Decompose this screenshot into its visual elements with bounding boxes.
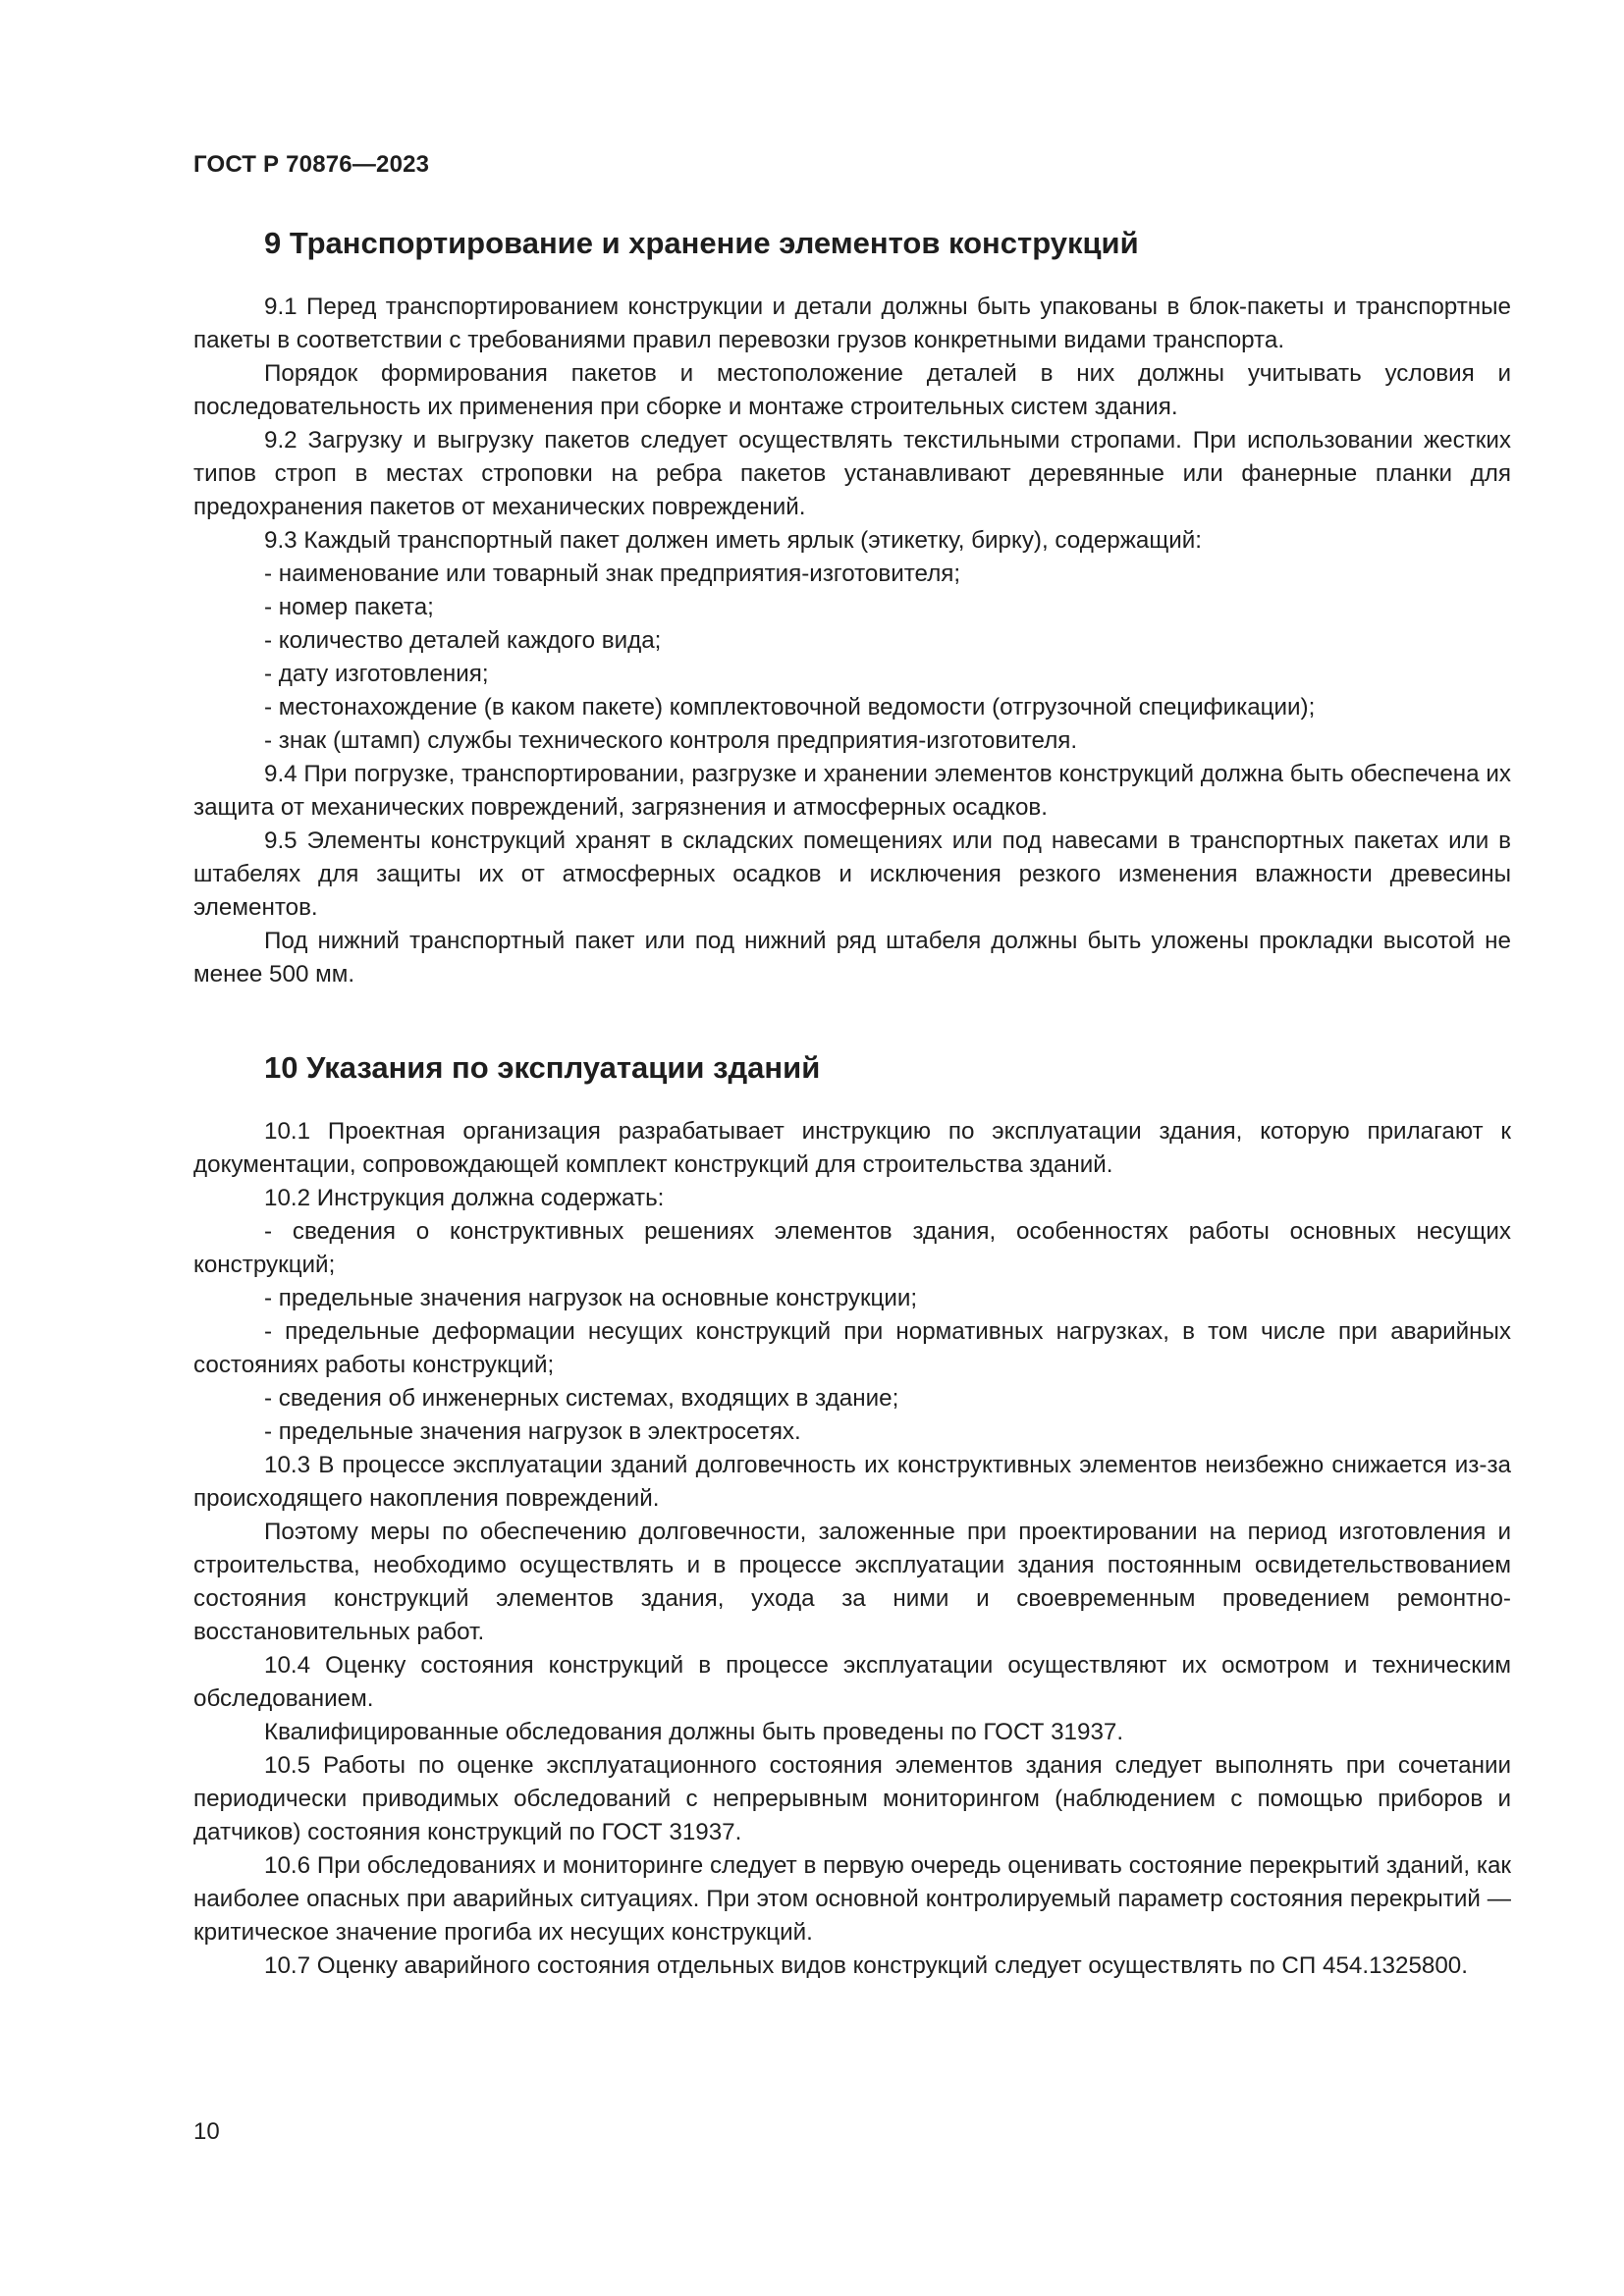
document-id-header: ГОСТ Р 70876—2023: [193, 151, 430, 178]
list-item: - количество деталей каждого вида;: [264, 627, 662, 654]
paragraph-10-7: 10.7 Оценку аварийного состояния отдельных видов конструкций следует осуществлять по СП 454.1325800.: [264, 1952, 1468, 1979]
paragraph-10-1: 10.1 Проектная организация разрабатывает инструкцию по эксплуатации здания, которую прилагают к документации, сопровождающей комплект конструкций для строительства зданий.: [193, 1118, 1511, 1178]
paragraph-9-3: 9.3 Каждый транспортный пакет должен иметь ярлык (этикетку, бирку), содержащий:: [264, 527, 1203, 554]
list-item: - предельные значения нагрузок в электросетях.: [264, 1418, 801, 1445]
paragraph-10-2: 10.2 Инструкция должна содержать:: [264, 1185, 665, 1211]
list-item: - предельные значения нагрузок на основные конструкции;: [264, 1285, 918, 1311]
page-number: 10: [193, 2118, 220, 2145]
list-item: - предельные деформации несущих конструкций при нормативных нагрузках, в том числе при аварийных состояниях работы конструкций;: [193, 1318, 1511, 1378]
paragraph-10-5: 10.5 Работы по оценке эксплуатационного состояния элементов здания следует выполнять при сочетании периодически приводимых обследований с непрерывным мониторингом (наблюдением с помощью приборов и датчиков) состояния конструкций по ГОСТ 31937.: [193, 1752, 1511, 1845]
section-9-title: 9 Транспортирование и хранение элементов конструкций: [264, 226, 1139, 260]
list-item: - знак (штамп) службы технического контроля предприятия-изготовителя.: [264, 727, 1078, 754]
paragraph-10-3: 10.3 В процессе эксплуатации зданий долговечность их конструктивных элементов неизбежно снижается из-за происходящего накопления повреждений.: [193, 1452, 1511, 1512]
section-10-title: 10 Указания по эксплуатации зданий: [264, 1050, 821, 1085]
paragraph-10-4-qualified: Квалифицированные обследования должны быть проведены по ГОСТ 31937.: [264, 1719, 1124, 1745]
list-item: - местонахождение (в каком пакете) комплектовочной ведомости (отгрузочной спецификации);: [264, 694, 1316, 721]
paragraph-9-5: 9.5 Элементы конструкций хранят в складских помещениях или под навесами в транспортных пакетах или в штабелях для защиты их от атмосферных осадков и исключения резкого изменения влажности древесины элементов.: [193, 828, 1511, 921]
paragraph-10-3-measures: Поэтому меры по обеспечению долговечности, заложенные при проектировании на период изготовления и строительства, необходимо осуществлять и в процессе эксплуатации здания постоянным освидетельствованием состояния конструкций элементов здания, ухода за ними и своевременным проведением ремонтно-восстановительных работ.: [193, 1519, 1511, 1645]
paragraph-9-1: 9.1 Перед транспортированием конструкции и детали должны быть упакованы в блок-пакеты и транспортные пакеты в соответствии с требованиями правил перевозки грузов конкретными видами транспорта.: [193, 294, 1511, 353]
paragraph-9-4: 9.4 При погрузке, транспортировании, разгрузке и хранении элементов конструкций должна быть обеспечена их защита от механических повреждений, загрязнения и атмосферных осадков.: [193, 761, 1511, 821]
paragraph-10-6: 10.6 При обследованиях и мониторинге следует в первую очередь оценивать состояние перекрытий зданий, как наиболее опасных при аварийных ситуациях. При этом основной контролируемый параметр состояния перекрытий — критическое значение прогиба их несущих конструкций.: [193, 1852, 1511, 1946]
paragraph-10-4: 10.4 Оценку состояния конструкций в процессе эксплуатации осуществляют их осмотром и техническим обследованием.: [193, 1652, 1511, 1712]
paragraph-9-1-order: Порядок формирования пакетов и местоположение деталей в них должны учитывать условия и последовательность их применения при сборке и монтаже строительных систем здания.: [193, 360, 1511, 420]
list-item: - дату изготовления;: [264, 661, 489, 687]
page-content: [193, 224, 1511, 1983]
list-item: - номер пакета;: [264, 594, 434, 620]
list-item: - сведения об инженерных системах, входящих в здание;: [264, 1385, 899, 1412]
paragraph-9-2: 9.2 Загрузку и выгрузку пакетов следует осуществлять текстильными стропами. При использовании жестких типов строп в местах строповки на ребра пакетов устанавливают деревянные или фанерные планки для предохранения пакетов от механических повреждений.: [193, 427, 1511, 520]
list-item: - наименование или товарный знак предприятия-изготовителя;: [264, 561, 961, 587]
paragraph-9-5-spacers: Под нижний транспортный пакет или под нижний ряд штабеля должны быть уложены прокладки высотой не менее 500 мм.: [193, 928, 1511, 988]
list-item: - сведения о конструктивных решениях элементов здания, особенностях работы основных несущих конструкций;: [193, 1218, 1511, 1278]
